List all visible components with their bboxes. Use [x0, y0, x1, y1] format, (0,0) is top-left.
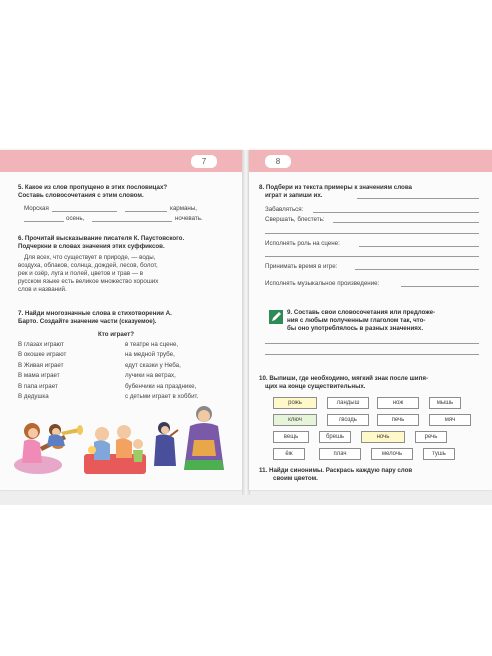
poem-line: В окошке играют	[18, 351, 67, 359]
word-box: нож	[377, 397, 419, 409]
word-box: речь	[415, 431, 447, 443]
ex11-line2: своим цветом.	[273, 475, 318, 482]
poem-line: на медной трубе,	[125, 351, 175, 359]
ex11-line1: 11. Найди синонимы. Раскрась каждую пару слов	[259, 467, 413, 474]
poem-line: бубенчики на празднике,	[125, 382, 197, 390]
poem-line: В Живая играет	[18, 361, 64, 369]
ex5-row2-a: осень,	[66, 215, 85, 222]
ex6-line2: Подчеркни в словах значения этих суффиксов.	[18, 243, 165, 250]
violinist-illustration	[150, 418, 180, 468]
grandmother-illustration	[180, 400, 228, 472]
ex8-line2: играт и запиши их.	[265, 192, 323, 199]
answer-line	[265, 256, 479, 257]
answer-line	[265, 343, 479, 344]
answer-line	[355, 269, 479, 270]
answer-line	[24, 221, 64, 222]
poem-line: с детьми играет в хоббит.	[125, 392, 199, 400]
ex8-item: Свершать, блестеть:	[265, 216, 325, 223]
trumpet-player-illustration	[43, 418, 85, 448]
word-box: тушь	[423, 448, 455, 460]
ex6-line1: 6. Прочитай высказывание писателя К. Паустовского.	[18, 235, 185, 242]
poem-right-column	[125, 340, 198, 402]
ex8-item: Исполнять роль на сцене:	[265, 240, 340, 247]
ex6-line4: воздуха, облаков, солнца, дождей, лесов, болот,	[18, 262, 158, 269]
ex8-item: Исполнять музыкальное произведение:	[265, 280, 380, 287]
answer-line	[359, 246, 479, 247]
word-box: ключ	[273, 414, 317, 426]
ex9-line3: бы оно употреблялось в разных значениях.	[287, 325, 424, 332]
poem-line: В мама играет	[18, 372, 60, 380]
poem-title: Кто играет?	[98, 331, 134, 338]
ex8-line1: 8. Подбери из текста примеры к значениям слова	[259, 184, 412, 191]
word-box: ландыш	[327, 397, 369, 409]
ex6-line3: Для всех, что существует в природе, — воды,	[24, 254, 156, 261]
ex8-item: Забавляться:	[265, 206, 304, 213]
poem-line: в театре на сцене,	[125, 341, 179, 348]
ex9-line1: 9. Составь свои словосочетания или предложе-	[287, 309, 436, 316]
answer-line	[125, 211, 167, 212]
word-box: ночь	[361, 431, 405, 443]
poem-line: едут сказки у Неба,	[125, 361, 181, 369]
answer-line	[92, 221, 172, 222]
ex5-row2-b: ночевать.	[175, 215, 203, 222]
left-page	[0, 150, 243, 490]
poem-line: В дедушка	[18, 392, 49, 400]
word-box: мелочь	[371, 448, 413, 460]
ex5-line1: 5. Какое из слов пропущено в этих пословицах?	[18, 184, 168, 191]
word-box: мяч	[429, 414, 471, 426]
ex10-line2: щих на конце существительных.	[265, 383, 366, 390]
ex6-line6: русском языке есть великое множество хороших	[18, 278, 159, 285]
ex7-line1: 7. Найди многозначные слова в стихотворении А.	[18, 310, 172, 317]
ex8-item: Принимать время в игре:	[265, 263, 338, 270]
answer-line	[357, 198, 479, 199]
poem-line: лучики на ветрах,	[125, 372, 176, 380]
answer-line	[265, 233, 479, 234]
answer-line	[401, 286, 479, 287]
word-box: ёж	[273, 448, 305, 460]
ex5-row1-a: Морская	[24, 205, 49, 212]
page-number: 7	[191, 155, 217, 168]
poem-left-column	[18, 340, 66, 402]
word-box: плач	[319, 448, 361, 460]
pencil-task-icon	[269, 310, 283, 324]
ex7-line2: Барто. Создайте значение части (сказуемое).	[18, 318, 157, 325]
answer-line	[52, 211, 117, 212]
ex6-line5: рек и озёр, луга и полей, цветов и трав — в	[18, 270, 144, 277]
ex10-line1: 10. Выпиши, где необходимо, мягкий знак после шипя-	[259, 375, 429, 382]
word-box: мышь	[429, 397, 461, 409]
ex6-line7: слов и названий.	[18, 286, 67, 293]
poem-line: В папа играет	[18, 382, 58, 390]
poem-line: В глазах играют	[18, 341, 64, 348]
word-box: гвоздь	[327, 414, 369, 426]
answer-line	[265, 354, 479, 355]
answer-line	[313, 212, 479, 213]
answer-line	[333, 222, 479, 223]
ex9-line2: ния с любым полученным глаголом так, что-	[287, 317, 426, 324]
right-page	[249, 150, 492, 490]
word-box: рожь	[273, 397, 317, 409]
word-box: брешь	[319, 431, 351, 443]
word-box: печь	[377, 414, 419, 426]
ex5-line2: Составь словосочетания с этим словом.	[18, 192, 144, 199]
header-band	[249, 150, 492, 172]
page-number: 8	[265, 155, 291, 168]
header-band	[0, 150, 243, 172]
ex5-row1-b: карманы,	[170, 205, 198, 212]
family-playing-illustration	[80, 420, 150, 478]
word-box: вещь	[273, 431, 309, 443]
